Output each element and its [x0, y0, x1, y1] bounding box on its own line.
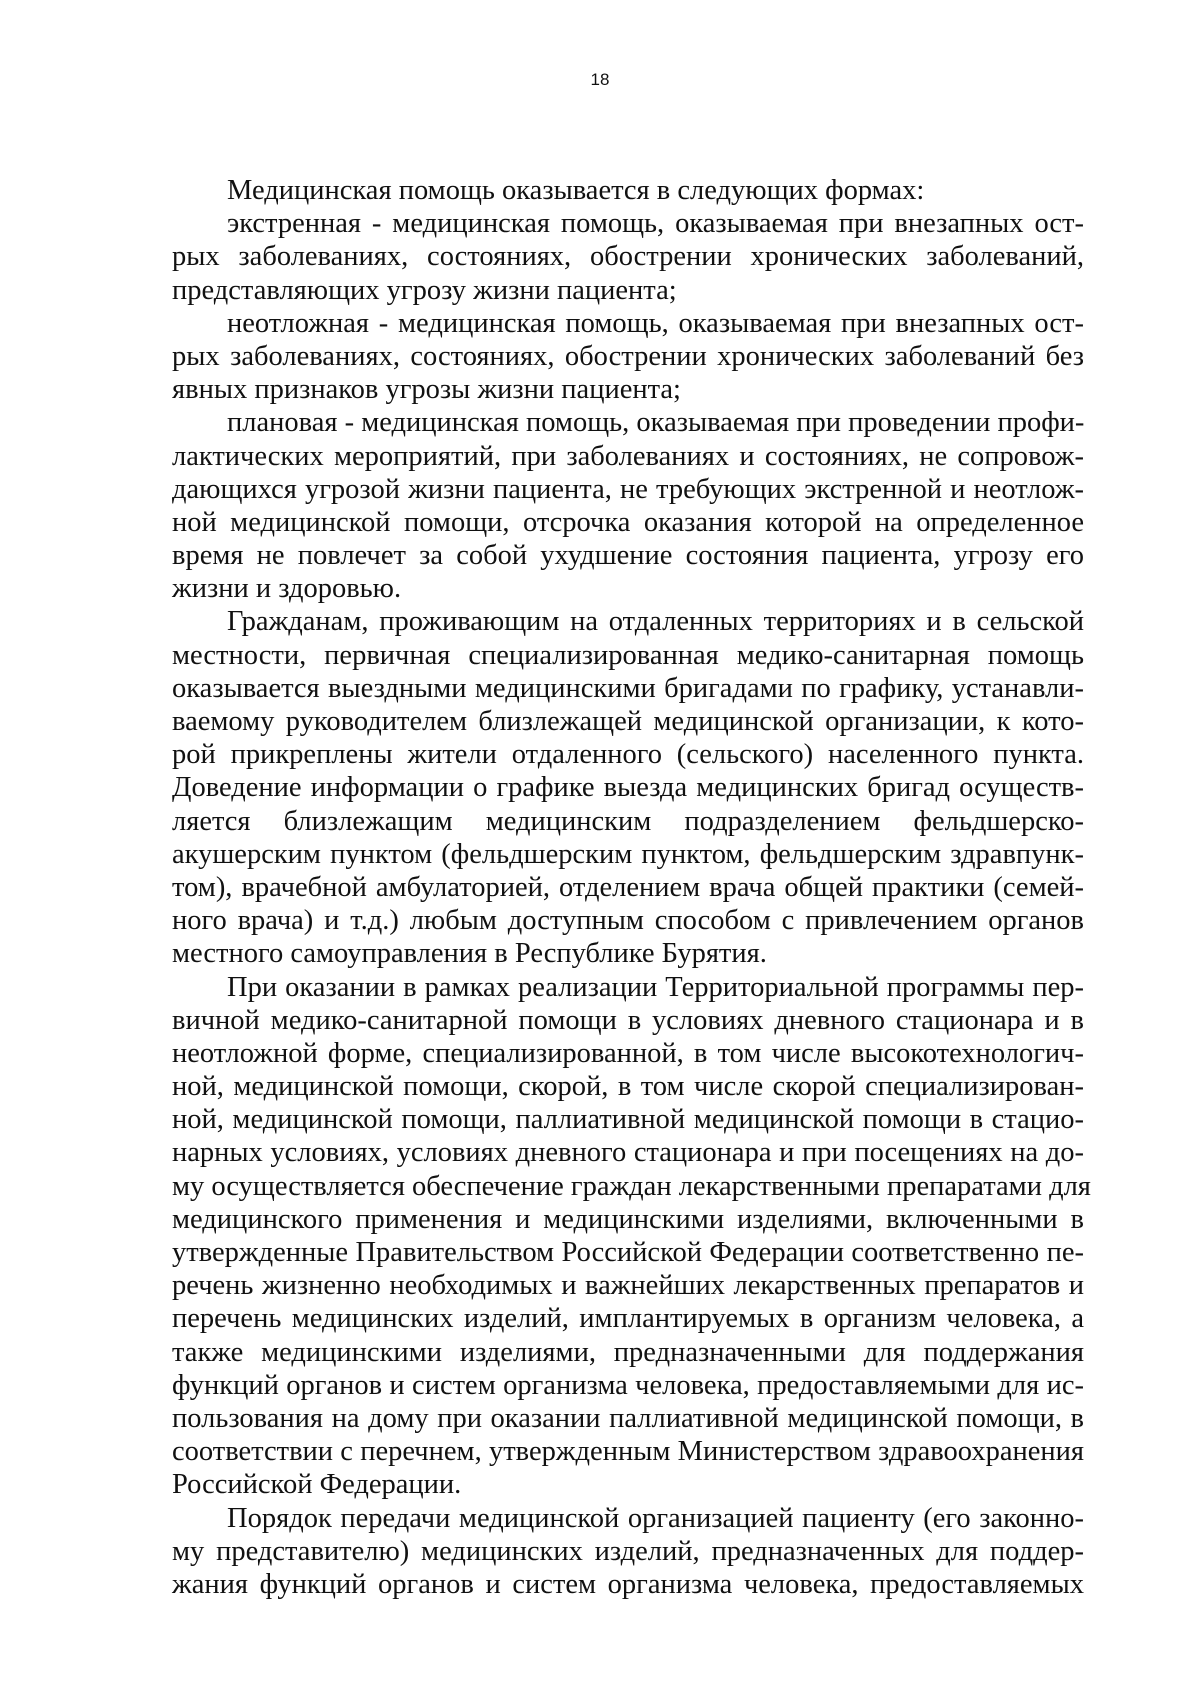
text-line: время не повлечет за собой ухудшение состояния пациента, угрозу его: [172, 540, 1084, 572]
text-line: рой прикреплены жители отдаленного (сельского) населенного пункта.: [172, 739, 1084, 771]
text-line: ной, медицинской помощи, скорой, в том числе скорой специализирован-: [172, 1071, 1084, 1103]
text-line: ной, медицинской помощи, паллиативной медицинской помощи в стацио-: [172, 1104, 1084, 1136]
text-line: экстренная - медицинская помощь, оказываемая при внезапных ост-: [227, 208, 1084, 240]
text-line: лактических мероприятий, при заболеваниях и состояниях, не сопровож-: [172, 440, 1084, 472]
paragraph: [172, 605, 1084, 970]
text-line: рых заболеваниях, состояниях, обострении хронических заболеваний без: [172, 340, 1084, 372]
paragraph: [172, 207, 1084, 307]
text-line: также медицинскими изделиями, предназначенными для поддержания: [172, 1336, 1084, 1368]
text-line: местности, первичная специализированная медико-санитарная помощь: [172, 639, 1084, 671]
text-line: ваемому руководителем близлежащей медицинской организации, к кото-: [172, 706, 1084, 737]
text-line: представляющих угрозу жизни пациента;: [172, 274, 677, 306]
text-line: соответствии с перечнем, утвержденным Министерством здравоохранения: [172, 1436, 1084, 1468]
text-line: плановая - медицинская помощь, оказываемая при проведении профи-: [227, 407, 1085, 439]
paragraph: [172, 406, 1084, 605]
paragraph: [172, 1502, 1084, 1602]
text-line: функций органов и систем организма человека, предоставляемыми для ис-: [172, 1369, 1084, 1401]
text-line: дающихся угрозой жизни пациента, не требующих экстренной и неотлож-: [172, 473, 1084, 505]
text-line: Доведение информации о графике выезда медицинских бригад осуществ-: [172, 772, 1084, 804]
text-line: нарных условиях, условиях дневного стационара и при посещениях на до-: [172, 1137, 1084, 1169]
text-line: Медицинская помощь оказывается в следующих формах:: [227, 175, 925, 206]
paragraph: [172, 174, 1084, 207]
text-line: Гражданам, проживающим на отдаленных территориях и в сельской: [227, 606, 1084, 638]
text-line: Порядок передачи медицинской организацией пациенту (его законно-: [227, 1502, 1084, 1534]
text-line: акушерским пунктом (фельдшерским пунктом, фельдшерским здравпунк-: [172, 838, 1084, 870]
text-line: перечень медицинских изделий, имплантируемых в организм человека, а: [172, 1303, 1084, 1335]
text-line: При оказании в рамках реализации Территориальной программы пер-: [227, 971, 1084, 1003]
text-line: Российской Федерации.: [172, 1469, 462, 1501]
text-line: утвержденные Правительством Российской Федерации соответственно пе-: [172, 1237, 1084, 1268]
text-line: ного врача) и т.д.) любым доступным способом с привлечением органов: [172, 905, 1084, 937]
text-line: вичной медико-санитарной помощи в условиях дневного стационара и в: [172, 1004, 1084, 1036]
text-line: неотложная - медицинская помощь, оказываемая при внезапных ост-: [227, 307, 1084, 339]
text-line: ляется близлежащим медицинским подразделением фельдшерско-: [172, 805, 1084, 837]
text-line: му представителю) медицинских изделий, предназначенных для поддер-: [172, 1535, 1084, 1567]
text-line: том), врачебной амбулаторией, отделением врача общей практики (семей-: [172, 871, 1084, 903]
text-line: рых заболеваниях, состояниях, обострении хронических заболеваний,: [172, 241, 1084, 273]
text-line: ной медицинской помощи, отсрочка оказания которой на определенное: [172, 506, 1084, 538]
text-line: жизни и здоровью.: [172, 573, 402, 605]
paragraph: [172, 307, 1084, 407]
text-line: пользования на дому при оказании паллиативной медицинской помощи, в: [172, 1402, 1084, 1434]
document-body: [172, 174, 1091, 1601]
text-line: речень жизненно необходимых и важнейших лекарственных препаратов и: [172, 1270, 1084, 1302]
text-line: оказывается выездными медицинскими бригадами по графику, устанавли-: [172, 672, 1084, 704]
text-line: му осуществляется обеспечение граждан лекарственными препаратами для: [172, 1170, 1091, 1202]
paragraph: [172, 971, 1091, 1502]
text-line: медицинского применения и медицинскими изделиями, включенными в: [172, 1203, 1084, 1235]
page-number: 18: [590, 70, 610, 89]
text-line: местного самоуправления в Республике Бурятия.: [172, 938, 767, 970]
text-line: явных признаков угрозы жизни пациента;: [172, 374, 681, 406]
text-line: неотложной форме, специализированной, в том числе высокотехнологич-: [172, 1037, 1084, 1069]
text-line: жания функций органов и систем организма человека, предоставляемых: [172, 1568, 1084, 1600]
